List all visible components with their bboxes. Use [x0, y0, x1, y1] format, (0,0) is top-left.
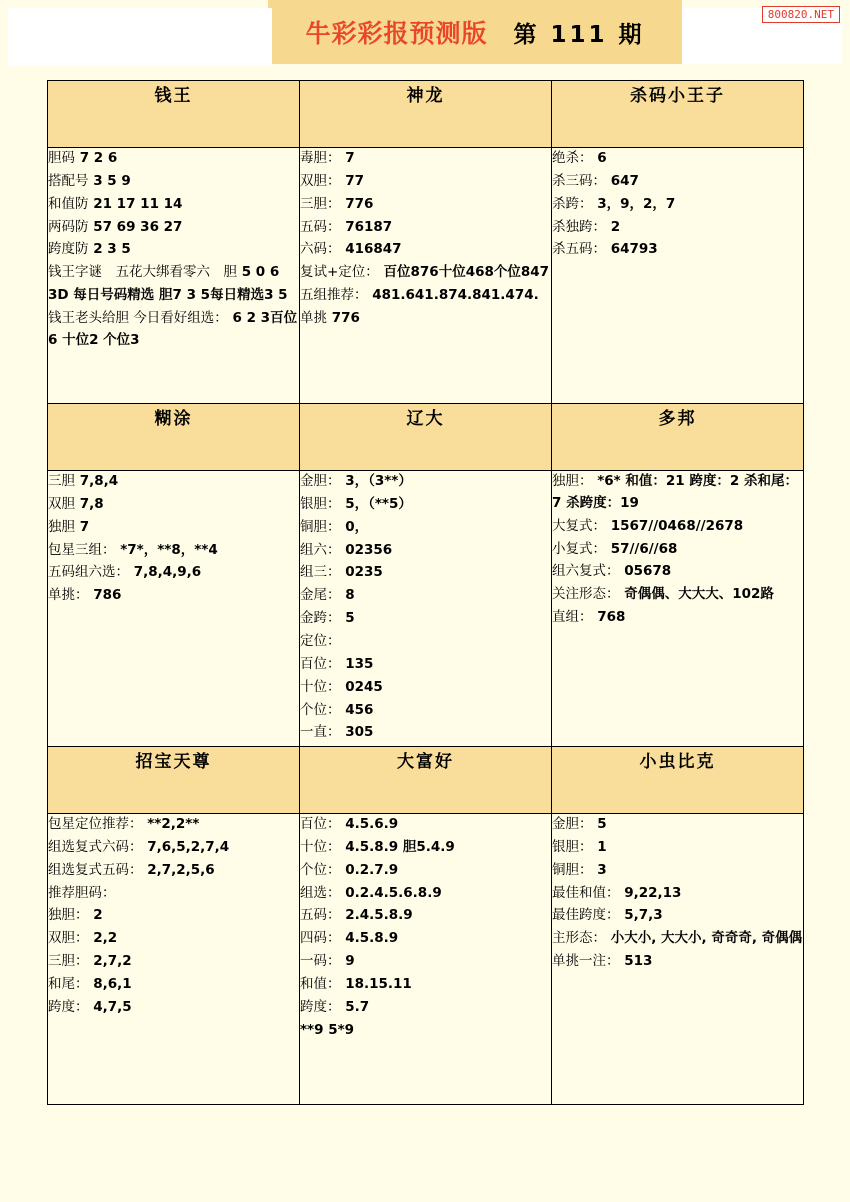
panel-title-6: 招宝天尊: [135, 752, 212, 772]
line-value: 05678: [619, 563, 672, 580]
page-header: [0, 0, 850, 80]
panel-line: [300, 860, 551, 882]
line-label: 单挑：: [48, 587, 89, 604]
line-label: 铜胆：: [300, 518, 341, 535]
panel-line: [552, 883, 803, 905]
panel-body-5: [552, 471, 804, 747]
line-label: 独胆：: [48, 907, 89, 924]
panel-line: [552, 607, 803, 629]
panel-title-cell-8: [552, 747, 804, 814]
panel-line: [552, 471, 803, 515]
line-label: 四码：: [300, 930, 341, 947]
panel-line: [552, 837, 803, 859]
row-bodies-3: [48, 814, 804, 1105]
panel-line: [48, 837, 299, 859]
panel-line: [300, 654, 551, 676]
line-label: 两码防: [48, 218, 89, 235]
line-label: 小复式：: [552, 540, 606, 557]
panel-line: [300, 700, 551, 722]
panel-body-4: [300, 471, 552, 747]
line-value: 2,7,2,5,6: [142, 861, 215, 878]
row-bodies-1: [48, 148, 804, 404]
line-value: 647: [606, 172, 639, 189]
panel-line: [552, 814, 803, 836]
panel-line: [300, 217, 551, 239]
line-label: 十位：: [300, 678, 341, 695]
panel-line: [300, 608, 551, 630]
line-value: 7,6,5,2,7,4: [142, 838, 230, 855]
line-label: 五组推荐：: [300, 287, 368, 304]
panel-body-7: [300, 814, 552, 1105]
panel-line: [48, 814, 299, 836]
panel-line: [300, 471, 551, 493]
panel-line: [552, 584, 803, 606]
panel-line: [552, 561, 803, 583]
line-value: 4.5.8.9 胆5.4.9: [340, 838, 455, 855]
line-value: 2,7,2: [88, 953, 132, 970]
line-label: 金胆：: [300, 473, 341, 489]
panel-line: [300, 928, 551, 950]
line-label: 一码：: [300, 953, 341, 970]
line-value: 64793: [606, 241, 658, 258]
line-label: 直组：: [552, 609, 593, 626]
line-label: 一直：: [300, 724, 341, 741]
line-label: 银胆：: [552, 838, 593, 855]
line-label: 组三：: [300, 564, 341, 581]
line-value: 0245: [340, 678, 383, 695]
line-label: 独胆: [48, 518, 75, 535]
panel-line: [552, 860, 803, 882]
line-value: 0.2.7.9: [340, 861, 399, 878]
line-value: 305: [340, 724, 374, 741]
line-value: 3 5 9: [88, 172, 131, 189]
page-title: [268, 14, 682, 50]
line-label: 个位：: [300, 861, 341, 878]
line-label: 主形态：: [552, 930, 606, 947]
line-value: 奇偶偶、大大大、102路: [619, 586, 774, 603]
line-label: 杀独跨：: [552, 218, 606, 235]
line-label: 五码：: [300, 218, 341, 235]
line-value: 7: [75, 518, 90, 535]
line-label: 最佳和值：: [552, 884, 620, 901]
line-value: 02356: [340, 541, 393, 558]
line-value: 135: [340, 655, 374, 672]
line-value: 0，: [340, 518, 369, 535]
line-label: 关注形态：: [552, 586, 620, 603]
line-value: 4,7,5: [88, 998, 132, 1015]
line-value: 513: [619, 953, 653, 970]
panel-line: [48, 494, 299, 516]
row-titles-1: [48, 81, 804, 148]
panel-line: [300, 194, 551, 216]
panel-line: [300, 308, 551, 330]
panel-line: [48, 585, 299, 607]
panel-title-1: 神龙: [406, 86, 445, 106]
line-label: 单挑一注：: [552, 953, 620, 970]
line-value: 百位876十位468个位847: [378, 264, 550, 281]
line-label: 个位：: [300, 701, 341, 718]
line-value: 3，（3**）: [340, 473, 412, 489]
line-value: 7,8,4,9,6: [129, 564, 202, 581]
line-value: 2 3 5: [88, 241, 131, 258]
line-label: 杀三码：: [552, 172, 606, 189]
panel-line: [300, 837, 551, 859]
line-label: 三胆: [48, 473, 75, 489]
panel-line: [552, 539, 803, 561]
panel-body-3: [48, 471, 300, 747]
panel-line: [300, 631, 551, 653]
line-value: 416847: [340, 241, 402, 258]
panel-line: [300, 677, 551, 699]
line-label: 五码组六选：: [48, 564, 129, 581]
panel-line: [48, 883, 299, 905]
line-value: 786: [88, 587, 122, 604]
line-value: 9,22,13: [619, 884, 682, 901]
panel-line: [552, 239, 803, 261]
panel-line: [48, 171, 299, 193]
line-value: 5，（**5）: [340, 495, 412, 512]
panel-line: [300, 883, 551, 905]
line-value: 0.2.4.5.6.8.9: [340, 884, 442, 901]
line-label: 组选复式六码：: [48, 838, 143, 855]
line-value: 21 17 11 14: [88, 195, 183, 212]
line-label: 铜胆：: [552, 861, 593, 878]
line-label: 十位：: [300, 838, 341, 855]
line-label: 搭配号: [48, 172, 89, 189]
panel-line: [300, 148, 551, 170]
line-value: 768: [592, 609, 626, 626]
line-label: 杀五码：: [552, 241, 606, 258]
panel-line: [300, 1020, 551, 1042]
line-label: 三胆：: [48, 953, 89, 970]
line-label: 包星定位推荐：: [48, 816, 143, 832]
panel-line: [48, 974, 299, 996]
panel-line: [48, 471, 299, 493]
line-value: 2.4.5.8.9: [340, 907, 413, 924]
panel-line: [48, 285, 299, 307]
line-value: 1567//0468//2678: [606, 517, 744, 534]
line-value: 7: [340, 150, 355, 166]
panel-line: [552, 194, 803, 216]
panel-line: [552, 928, 803, 950]
panel-line: [300, 494, 551, 516]
panel-body-6: [48, 814, 300, 1105]
panel-title-0: 钱王: [154, 86, 193, 106]
panel-title-cell-4: [300, 404, 552, 471]
line-label: 毒胆：: [300, 150, 341, 166]
line-label: 最佳跨度：: [552, 907, 620, 924]
line-label: 包星三组：: [48, 541, 116, 558]
line-value: **9 5*9: [300, 1021, 355, 1038]
panel-line: [48, 905, 299, 927]
panel-title-3: 糊涂: [154, 409, 193, 429]
panel-line: [48, 951, 299, 973]
panel-line: [552, 171, 803, 193]
panel-title-cell-1: [300, 81, 552, 148]
panel-title-8: 小虫比克: [639, 752, 716, 772]
panel-line: [48, 860, 299, 882]
line-value: 57 69 36 27: [88, 218, 183, 235]
line-label: 绝杀：: [552, 150, 593, 166]
panel-line: [300, 814, 551, 836]
panel-line: [48, 194, 299, 216]
panel-line: [300, 562, 551, 584]
panel-line: [552, 217, 803, 239]
panel-line: [48, 239, 299, 261]
line-value: 18.15.11: [340, 976, 412, 993]
panel-line: [552, 951, 803, 973]
row-bodies-2: [48, 471, 804, 747]
line-label: 跨度：: [300, 998, 341, 1015]
line-value: 5,7,3: [619, 907, 663, 924]
line-label: 复试+定位：: [300, 264, 379, 281]
panel-line: [300, 951, 551, 973]
panel-line: [48, 148, 299, 170]
line-label: 独胆：: [552, 473, 593, 489]
line-label: 钱王字谜 五花大绑看零六 胆: [48, 264, 237, 281]
line-label: 百位：: [300, 655, 341, 672]
line-value: 5: [340, 610, 355, 627]
panel-line: [300, 262, 551, 284]
panel-line: [300, 722, 551, 744]
panel-body-2: [552, 148, 804, 404]
line-value: 3: [592, 861, 607, 878]
site-tag: 800820.NET: [762, 6, 840, 23]
line-value: 7 2 6: [75, 150, 118, 166]
line-value: 8: [340, 587, 355, 604]
line-value: 3，9，2，7: [592, 195, 676, 212]
panel-line: [300, 974, 551, 996]
line-value: 3D 每日号码精选 胆7 3 5每日精选3 5: [48, 287, 288, 304]
line-value: 9: [340, 953, 355, 970]
panel-line: [300, 540, 551, 562]
panel-title-7: 大富好: [397, 752, 454, 772]
line-value: 1: [592, 838, 607, 855]
line-value: 0235: [340, 564, 383, 581]
line-label: 银胆：: [300, 495, 341, 512]
line-value: 57//6//68: [606, 540, 678, 557]
line-label: 单挑: [300, 310, 327, 327]
panel-line: [552, 148, 803, 170]
line-label: 钱王老头给胆 今日看好组选：: [48, 310, 228, 327]
line-value: 4.5.6.9: [340, 816, 399, 832]
line-value: *7*，**8，**4: [115, 541, 218, 558]
line-label: 跨度防: [48, 241, 89, 258]
panel-title-cell-2: [552, 81, 804, 148]
line-label: 和值：: [300, 976, 341, 993]
panel-body-8: [552, 814, 804, 1105]
line-label: 推荐胆码：: [48, 884, 116, 901]
panel-title-2: 杀码小王子: [630, 86, 725, 106]
header-left-blank: [8, 8, 272, 66]
panel-line: [300, 997, 551, 1019]
line-value: 2: [606, 218, 621, 235]
line-value: 6 2 3百位6 十位2 个位3: [48, 310, 298, 348]
panel-line: [48, 517, 299, 539]
panel-line: [48, 262, 299, 284]
line-label: 胆码: [48, 150, 75, 166]
panel-line: [48, 997, 299, 1019]
panel-line: [48, 928, 299, 950]
panel-line: [300, 171, 551, 193]
panel-title-cell-3: [48, 404, 300, 471]
line-label: 大复式：: [552, 517, 606, 534]
line-value: 776: [340, 195, 374, 212]
panel-line: [300, 905, 551, 927]
line-label: 跨度：: [48, 998, 89, 1015]
line-label: 三胆：: [300, 195, 341, 212]
panel-line: [552, 516, 803, 538]
line-value: 小大小, 大大小, 奇奇奇, 奇偶偶: [606, 930, 803, 947]
line-value: 776: [327, 310, 360, 327]
panel-body-0: [48, 148, 300, 404]
line-label: 金跨：: [300, 610, 341, 627]
line-value: 7,8: [75, 495, 104, 512]
line-value: **2,2**: [142, 816, 200, 832]
panel-line: [48, 562, 299, 584]
line-value: 4.5.8.9: [340, 930, 399, 947]
forecast-grid: [47, 80, 804, 1105]
line-value: 8,6,1: [88, 976, 132, 993]
panel-line: [48, 540, 299, 562]
line-value: 2: [88, 907, 103, 924]
panel-title-4: 辽大: [406, 409, 445, 429]
title-issue: 第 111 期: [513, 22, 645, 48]
panel-title-cell-7: [300, 747, 552, 814]
panel-line: [48, 217, 299, 239]
panel-title-cell-6: [48, 747, 300, 814]
panel-line: [300, 239, 551, 261]
panel-line: [300, 285, 551, 307]
line-value: *6* 和值：21 跨度：2 杀和尾：7 杀跨度：19: [552, 473, 798, 511]
line-label: 金胆：: [552, 816, 593, 832]
line-label: 双胆：: [300, 172, 341, 189]
panel-body-1: [300, 148, 552, 404]
line-label: 双胆: [48, 495, 75, 512]
line-value: 7,8,4: [75, 473, 119, 489]
panel-title-5: 多邦: [658, 409, 697, 429]
row-titles-3: [48, 747, 804, 814]
title-main: 牛彩彩报预测版: [305, 19, 488, 48]
line-label: 六码：: [300, 241, 341, 258]
line-label: 组选复式五码：: [48, 861, 143, 878]
line-label: 五码：: [300, 907, 341, 924]
line-value: 6: [592, 150, 607, 166]
panel-line: [552, 905, 803, 927]
line-value: 481.641.874.841.474.: [367, 287, 539, 304]
panel-line: [300, 585, 551, 607]
row-titles-2: [48, 404, 804, 471]
line-value: 5.7: [340, 998, 370, 1015]
line-value: 5: [592, 816, 607, 832]
line-value: 76187: [340, 218, 393, 235]
line-label: 定位：: [300, 633, 341, 650]
panel-title-cell-5: [552, 404, 804, 471]
line-label: 组选：: [300, 884, 341, 901]
line-label: 杀跨：: [552, 195, 593, 212]
line-label: 组六：: [300, 541, 341, 558]
line-value: 456: [340, 701, 374, 718]
line-label: 和值防: [48, 195, 89, 212]
panel-line: [48, 308, 299, 352]
line-value: 2,2: [88, 930, 118, 947]
line-value: 77: [340, 172, 364, 189]
line-value: 5 0 6: [237, 264, 280, 281]
line-label: 双胆：: [48, 930, 89, 947]
panel-line: [300, 517, 551, 539]
line-label: 百位：: [300, 816, 341, 832]
line-label: 金尾：: [300, 587, 341, 604]
panel-title-cell-0: [48, 81, 300, 148]
line-label: 和尾：: [48, 976, 89, 993]
line-label: 组六复式：: [552, 563, 620, 580]
